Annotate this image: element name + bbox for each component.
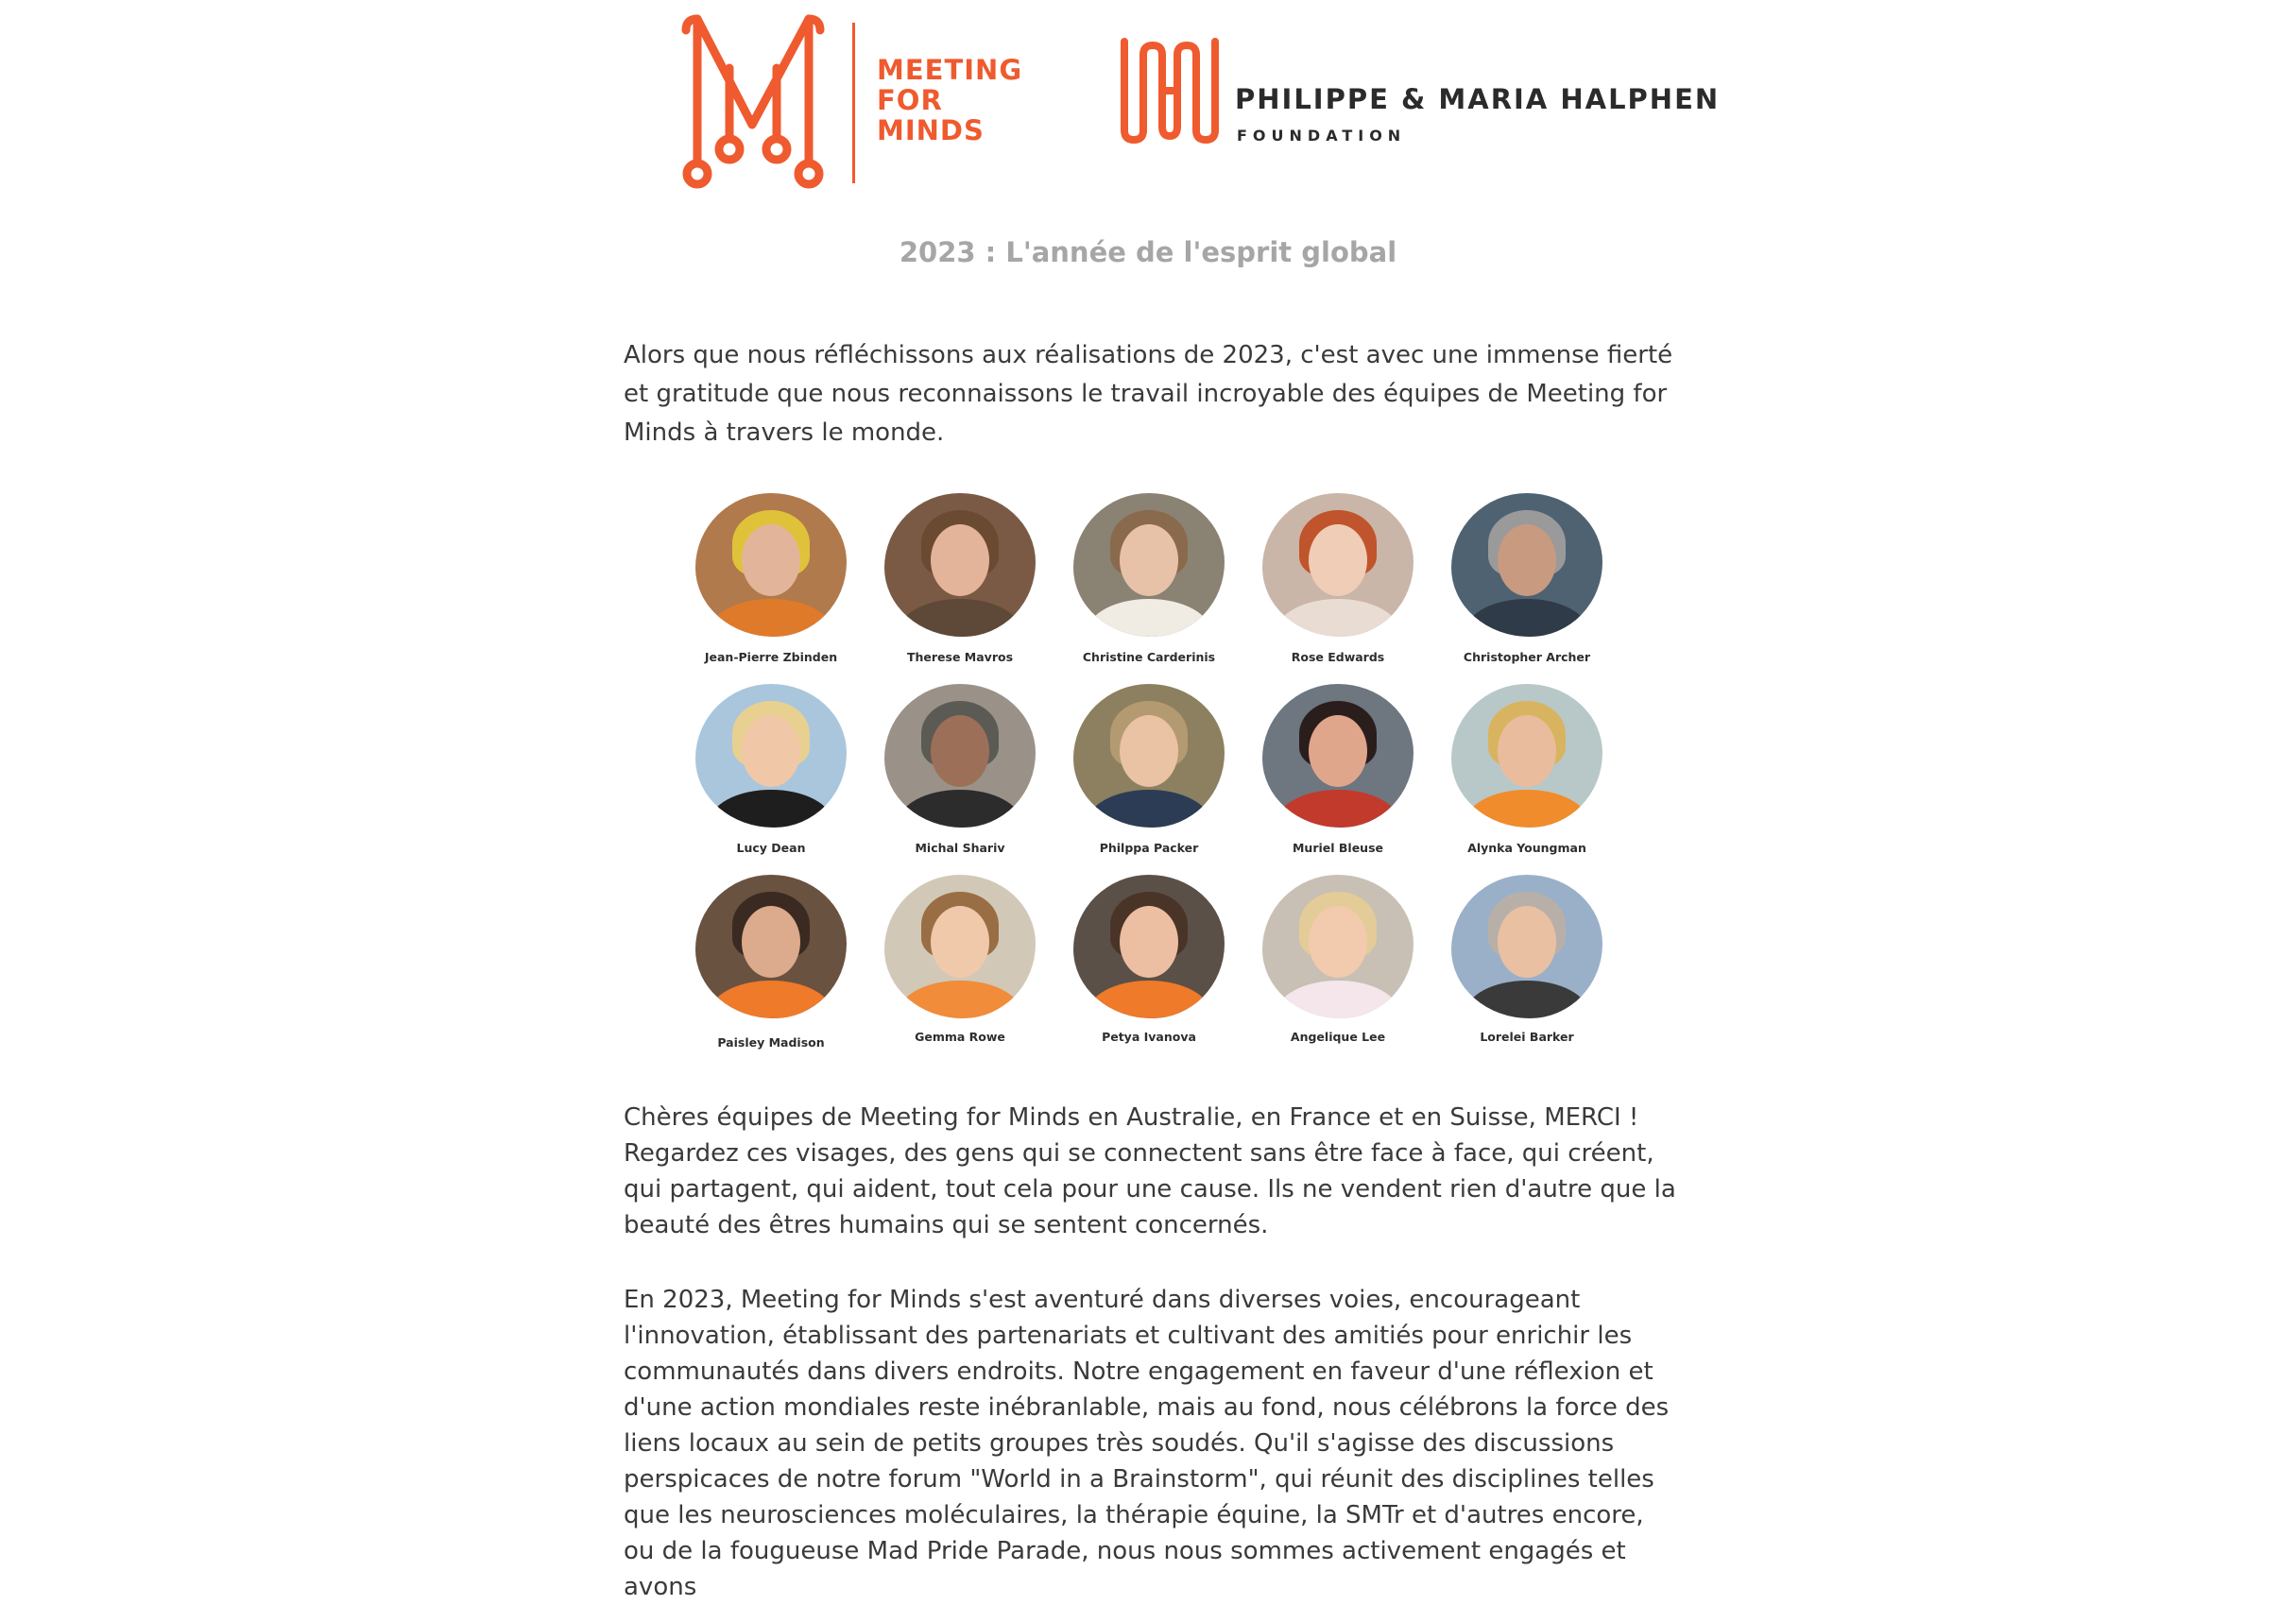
team-member [1432,875,1621,1064]
team-member-name: Angelique Lee [1290,1030,1386,1044]
team-member-name: Lorelei Barker [1480,1030,1574,1044]
team-member-photo [1073,875,1225,1018]
meeting-for-minds-wordmark [877,55,1022,145]
team-member-name: Muriel Bleuse [1292,841,1383,855]
team-member-photo [1451,493,1602,637]
year-summary-paragraph: En 2023, Meeting for Minds s'est aventuré dans diverses voies, encourageant l'innovation, établissant des partenariats et cultivant des amitiés pour enrichir les communautés dans divers endroits. Notre engagement en faveur d'une réflexion et d'une action mondiales reste inébranlable, mais au fond, nous célébrons la force des liens locaux au sein de petits groupes très soudés. Qu'il s'agisse des discussions perspicaces de notre forum "World in a Brainstorm", qui réunit des disciplines telles que les neurosciences moléculaires, la thérapie équine, la SMTr et d'autres encore, ou de la fougueuse Mad Pride Parade, nous nous sommes activement engagés et avons [624,1286,1670,1601]
page-title: 2023 : L'année de l'esprit global [899,236,1397,268]
team-member-photo [695,493,847,637]
team-member-name: Jean-Pierre Zbinden [704,650,838,664]
team-member [1432,493,1621,682]
team-member-name: Alynka Youngman [1467,841,1586,855]
team-member [677,875,865,1064]
team-member-name: Gemma Rowe [915,1030,1005,1044]
team-member [1054,684,1243,873]
team-member [865,684,1054,873]
halphen-foundation-logo[interactable] [1117,36,1721,149]
team-member [1243,684,1432,873]
team-member-name: Rose Edwards [1291,650,1385,664]
team-member-name: Therese Mavros [906,650,1014,664]
team-member-name: Michal Shariv [915,841,1005,855]
team-member-photo [884,493,1036,637]
team-member-name: Christopher Archer [1463,650,1591,664]
team-member [677,684,865,873]
team-member-photo [884,684,1036,828]
team-member [1432,684,1621,873]
halphen-foundation-name: PHILIPPE & MARIA HALPHEN [1235,83,1721,115]
team-member-name: Lucy Dean [736,841,806,855]
team-member-photo [884,875,1036,1018]
team-member [865,875,1054,1064]
wordmark-line-2: FOR [877,84,943,116]
team-member-photo [695,875,847,1018]
halphen-h-mark-icon [1117,36,1223,145]
meeting-for-minds-logo[interactable] [677,11,1036,191]
team-member [865,493,1054,682]
team-member [1054,875,1243,1064]
team-member-name: Petya Ivanova [1102,1030,1196,1044]
team-member-photo [1451,875,1602,1018]
halphen-foundation-subtitle: FOUNDATION [1237,127,1407,145]
team-member-photo [1262,684,1414,828]
team-member-photo [1073,493,1225,637]
meeting-for-minds-m-mark-icon [677,11,837,191]
team-member-photo [1073,684,1225,828]
intro-paragraph: Alors que nous réfléchissons aux réalisations de 2023, c'est avec une immense fierté et gratitude que nous reconnaissons le travail incroyable des équipes de Meeting for Minds à travers le monde. [624,341,1673,447]
team-member-photo [1451,684,1602,828]
team-member [1243,875,1432,1064]
team-member-photo [1262,493,1414,637]
team-member [1243,493,1432,682]
header [0,0,2296,198]
team-member-name: Philppa Packer [1099,841,1199,855]
team-member-name: Christine Carderinis [1082,650,1216,664]
thanks-paragraph: Chères équipes de Meeting for Minds en Australie, en France et en Suisse, MERCI ! Regardez ces visages, des gens qui se connectent sans être face à face, qui créent, qui partagent, qui aident, tout cela pour une cause. Ils ne vendent rien d'autre que la beauté des êtres humains qui se sentent concernés. [624,1103,1676,1239]
logo-divider [852,23,855,183]
team-member-photo [1262,875,1414,1018]
wordmark-line-1: MEETING [877,54,1023,86]
team-member-name: Paisley Madison [717,1035,825,1050]
team-member-photo [695,684,847,828]
team-member [677,493,865,682]
wordmark-line-3: MINDS [877,114,985,146]
team-member [1054,493,1243,682]
